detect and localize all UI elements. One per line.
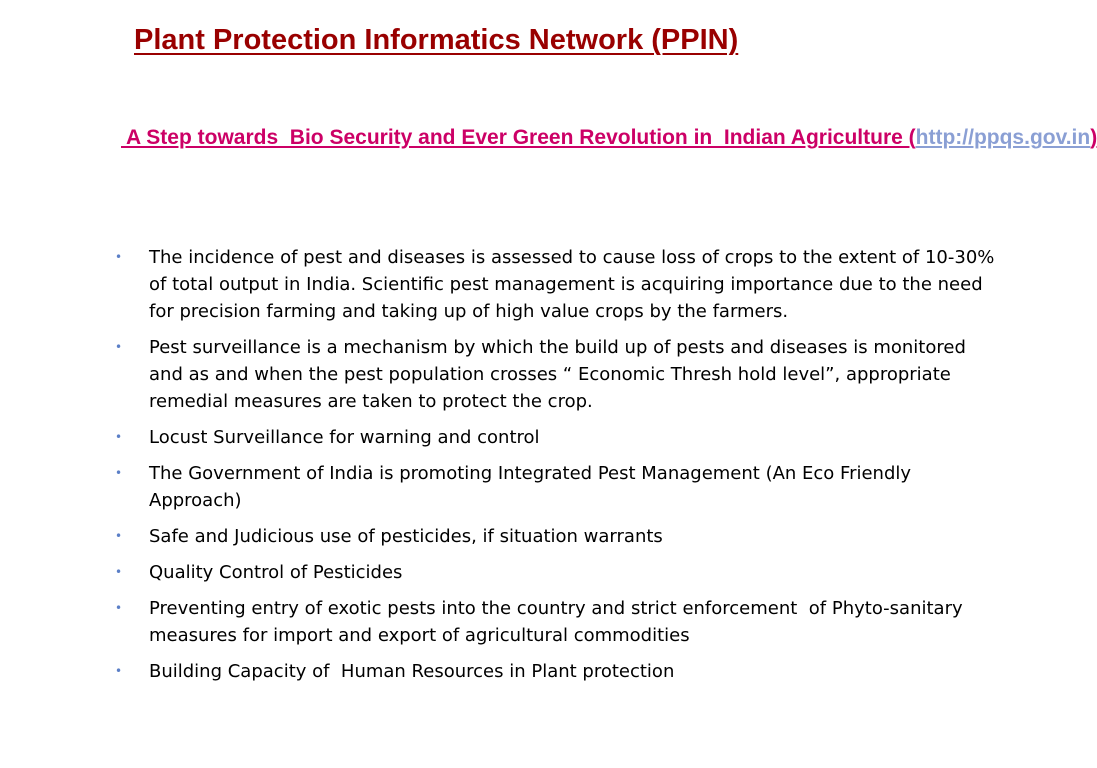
bullet-item-crop-loss (115, 244, 1001, 325)
bullet-text: Pest surveillance is a mechanism by which the build up of pests and diseases is monitored and as and when the pest population crosses “ Economic Thresh hold level”, appropriate remedial measures are taken to protect the crop. (149, 337, 972, 412)
bullet-text: Safe and Judicious use of pesticides, if situation warrants (149, 526, 663, 547)
bullet-dot-icon: • (115, 565, 123, 579)
bullet-item-locust-surveillance (115, 424, 995, 451)
bullet-text: Quality Control of Pesticides (149, 562, 403, 583)
bullet-text: The incidence of pest and diseases is assessed to cause loss of crops to the extent of 10-30% of total output in India. Scientific pest management is acquiring importance due to the need for precision farming and taking up of high value crops by the farmers. (149, 247, 1001, 322)
bullet-item-pesticide-use (115, 523, 995, 550)
ppqs-website-link[interactable]: http://ppqs.gov.in (915, 126, 1091, 149)
bullet-dot-icon: • (115, 664, 123, 678)
bullet-dot-icon: • (115, 601, 123, 615)
bullet-dot-icon: • (115, 250, 123, 264)
bullet-text: Building Capacity of Human Resources in Plant protection (149, 661, 675, 682)
bullet-item-pest-surveillance (115, 334, 995, 415)
bullet-dot-icon: • (115, 466, 123, 480)
bullet-item-capacity-building (115, 658, 995, 685)
bullet-dot-icon: • (115, 430, 123, 444)
bullet-text: Preventing entry of exotic pests into the country and strict enforcement of Phyto-sanitary measures for import and export of agricultural commodities (149, 598, 969, 646)
bullet-text: Locust Surveillance for warning and control (149, 427, 540, 448)
bullet-dot-icon: • (115, 529, 123, 543)
slide-title: Plant Protection Informatics Network (PPIN) (134, 24, 739, 56)
bullet-item-exotic-pests (115, 595, 995, 649)
bullet-text: The Government of India is promoting Integrated Pest Management (An Eco Friendly Approach) (149, 463, 917, 511)
bullet-item-quality-control (115, 559, 995, 586)
bullet-item-ipm (115, 460, 995, 514)
subtitle-text: A Step towards Bio Security and Ever Green Revolution in Indian Agriculture ( (121, 126, 916, 149)
bullet-list (115, 244, 1001, 694)
slide-subtitle (121, 121, 1097, 154)
subtitle-closing-paren: ) (1090, 126, 1097, 149)
bullet-dot-icon: • (115, 340, 123, 354)
